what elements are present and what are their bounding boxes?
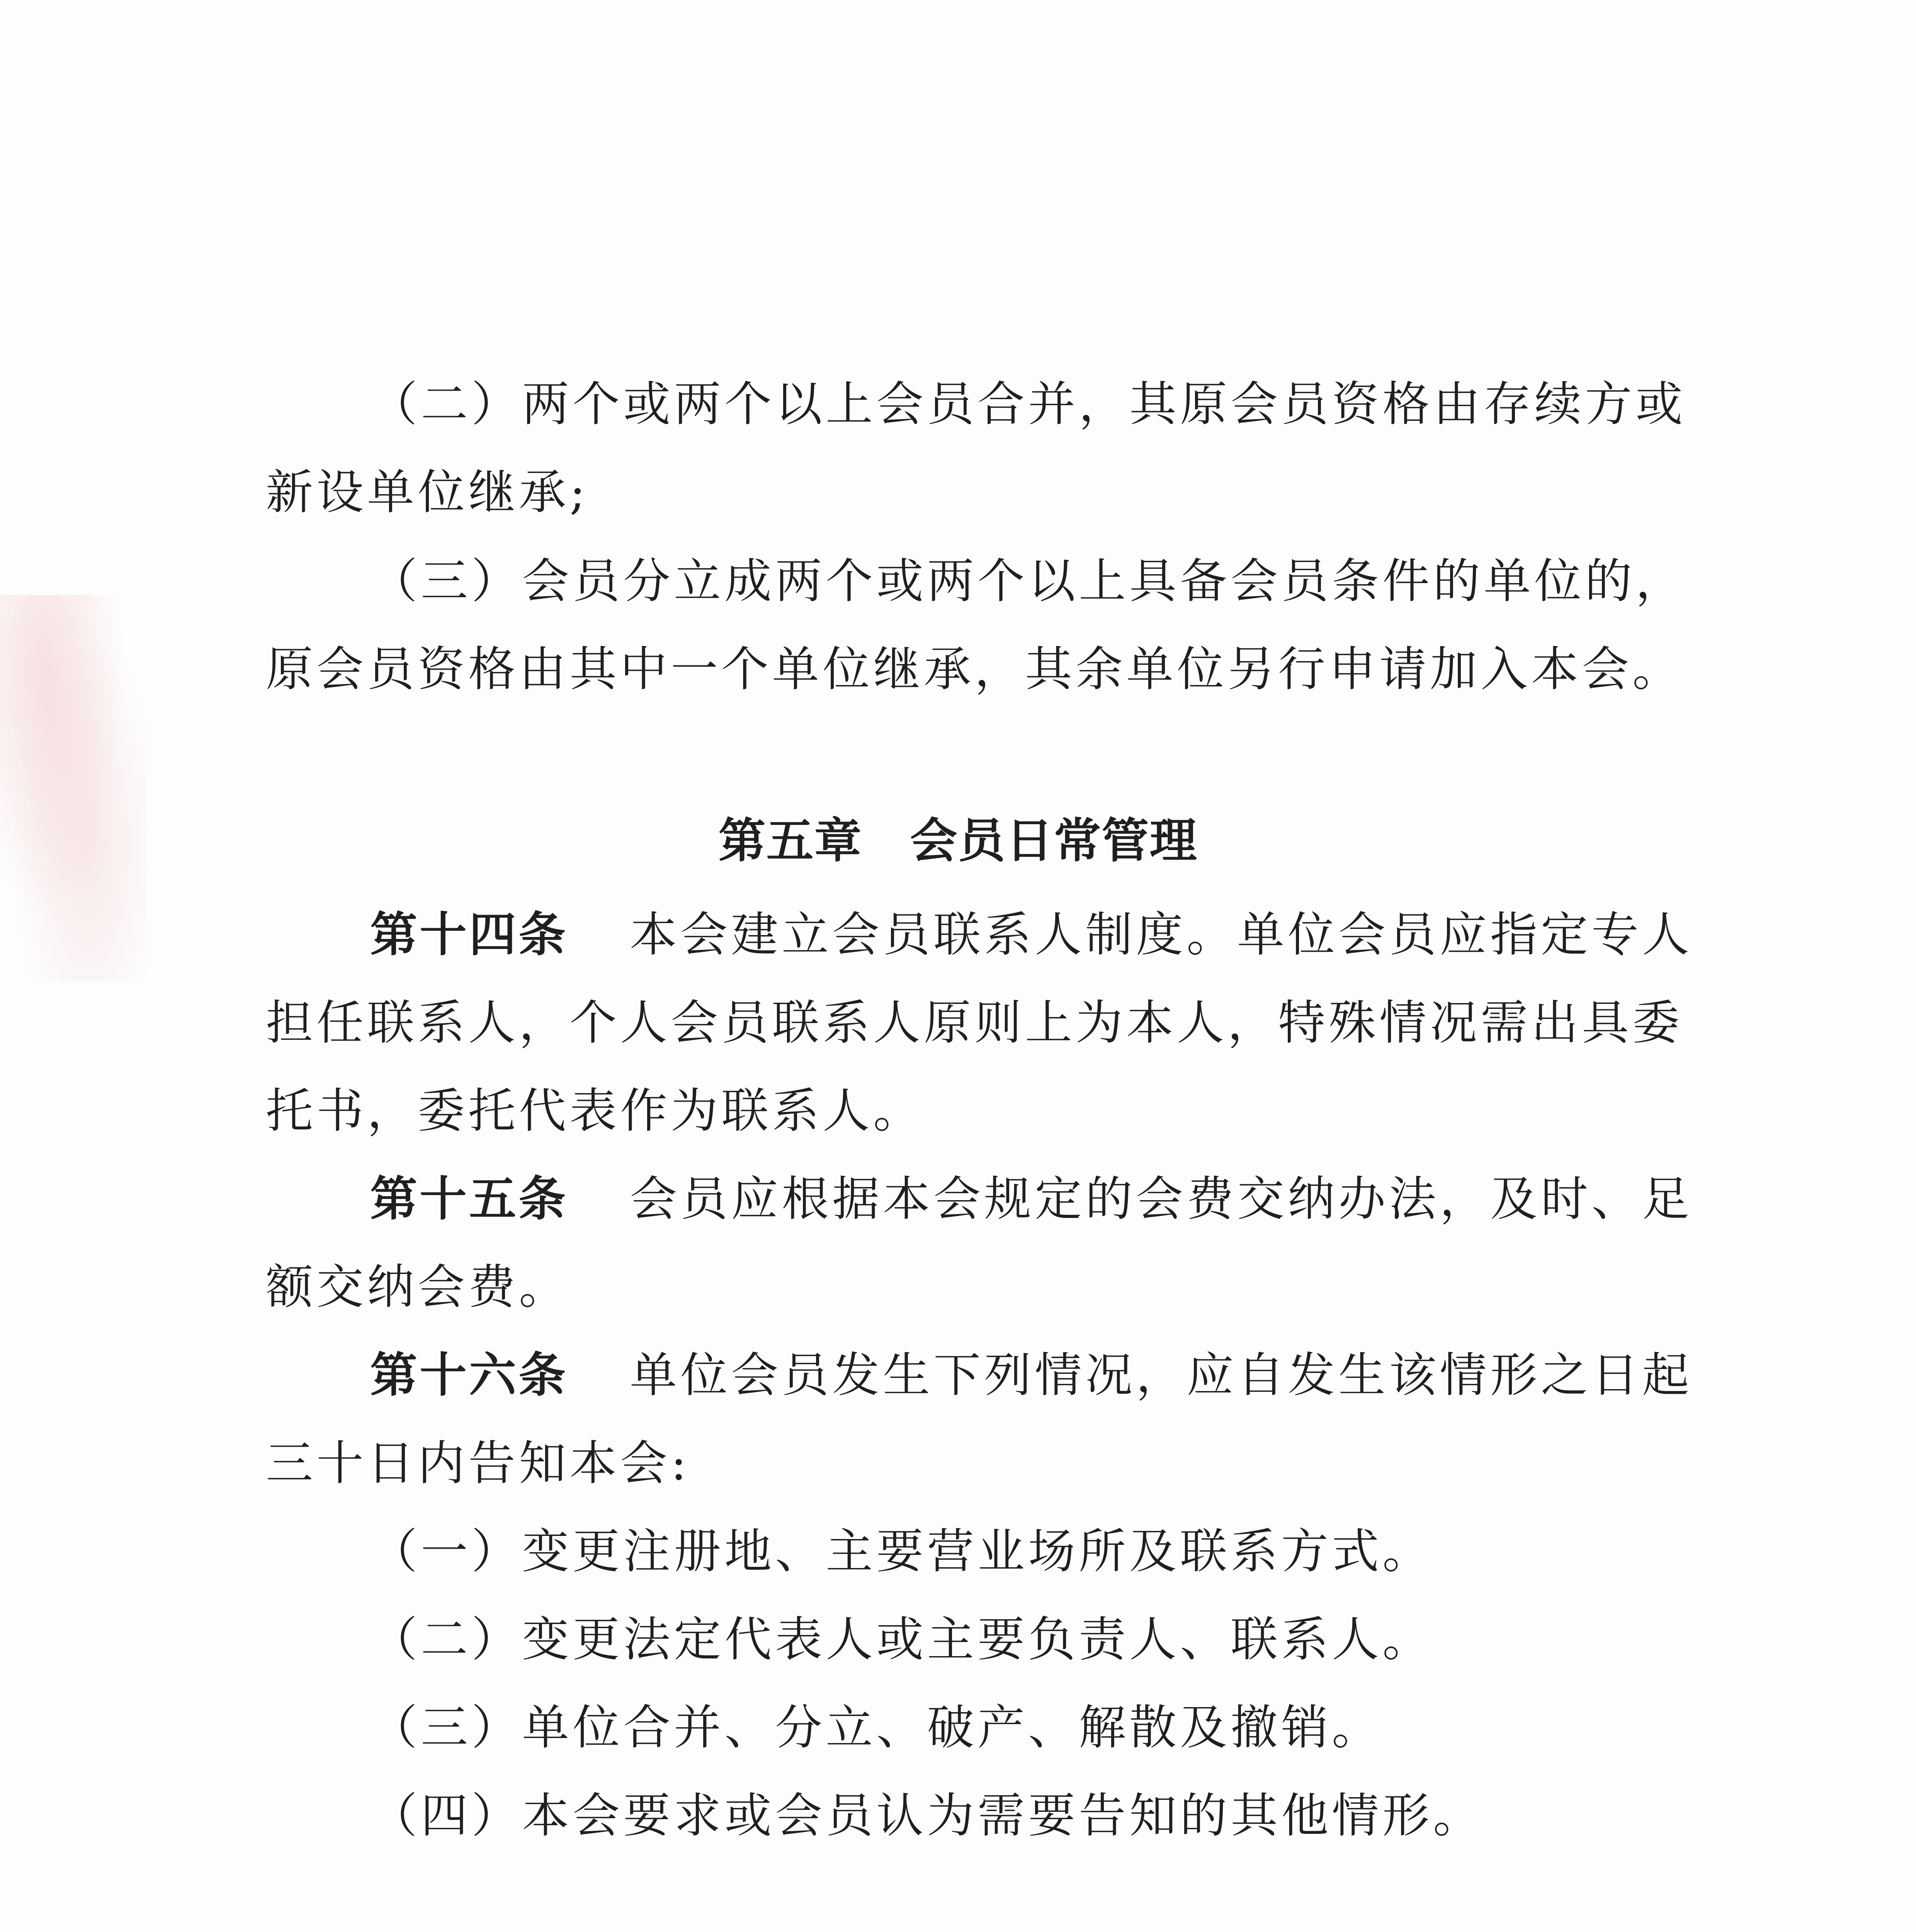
article-16-item-1: （一）变更注册地、主要营业场所及联系方式。 xyxy=(370,1524,1433,1579)
article-16-item-4: （四）本会要求或会员认为需要告知的其他情形。 xyxy=(370,1788,1484,1843)
article-14-heading: 第十四条 xyxy=(370,907,568,962)
article-16-item-3: （三）单位合并、分立、破产、解散及撤销。 xyxy=(370,1700,1382,1755)
article-16-line-1 xyxy=(370,1348,1800,1403)
article-14-text: 本会建立会员联系人制度。单位会员应指定专人 xyxy=(630,907,1693,962)
chapter-5-title: 第五章 会员日常管理 xyxy=(718,813,1198,868)
article-14-line-3: 托书，委托代表作为联系人。 xyxy=(266,1083,924,1138)
article-15-heading: 第十五条 xyxy=(370,1172,568,1226)
article-14-line-1 xyxy=(370,907,1800,962)
item-2-line-2: 新设单位继承; xyxy=(266,465,589,520)
item-2-line-1: （二）两个或两个以上会员合并，其原会员资格由存续方或 xyxy=(370,377,1686,432)
red-seal-stamp-fragment xyxy=(0,595,147,981)
item-3-line-1: （三）会员分立成两个或两个以上具备会员条件的单位的， xyxy=(370,554,1686,609)
article-16-text: 单位会员发生下列情况，应自发生该情形之日起 xyxy=(630,1348,1693,1403)
article-14-line-2: 担任联系人，个人会员联系人原则上为本人，特殊情况需出具委 xyxy=(266,995,1683,1050)
article-16-line-2: 三十日内告知本会: xyxy=(266,1436,690,1491)
article-15-text: 会员应根据本会规定的会费交纳办法，及时、足 xyxy=(630,1172,1693,1226)
article-16-heading: 第十六条 xyxy=(370,1348,568,1403)
item-3-line-2: 原会员资格由其中一个单位继承，其余单位另行申请加入本会。 xyxy=(266,642,1683,697)
article-16-item-2: （二）变更法定代表人或主要负责人、联系人。 xyxy=(370,1612,1433,1667)
article-15-line-1 xyxy=(370,1172,1800,1226)
article-15-line-2: 额交纳会费。 xyxy=(266,1260,570,1315)
